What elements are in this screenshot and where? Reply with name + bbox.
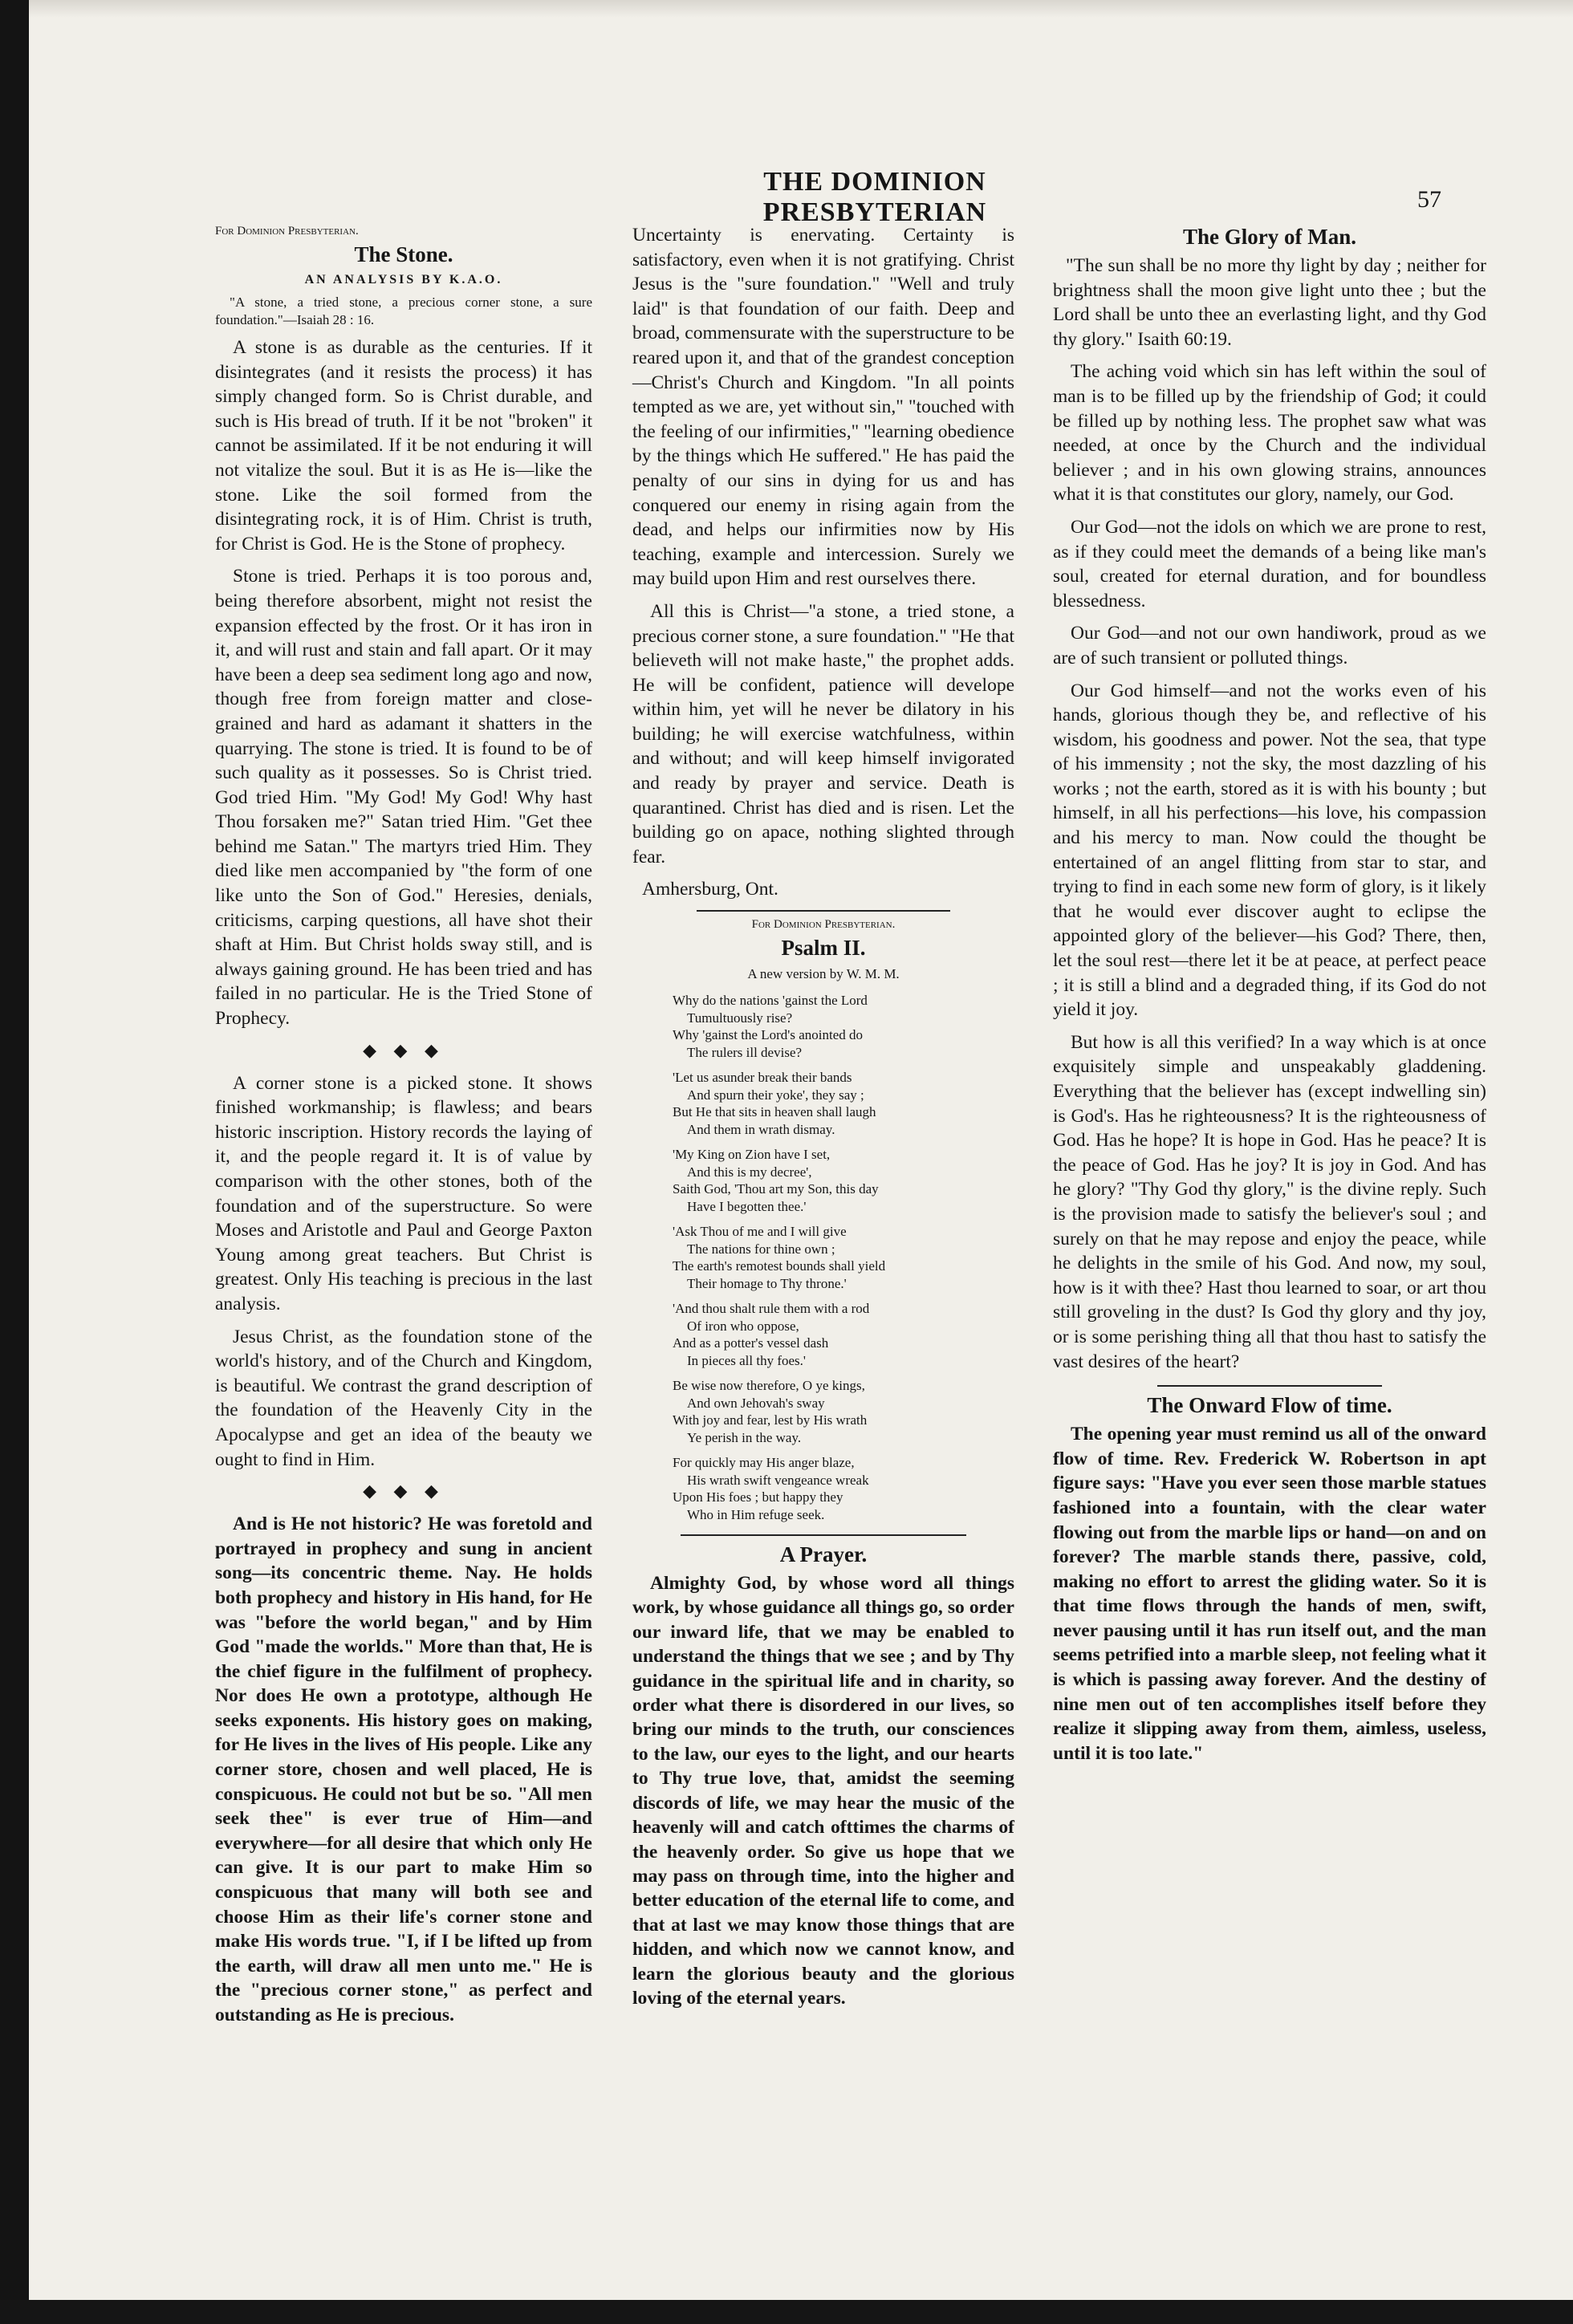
stone-epigraph: "A stone, a tried stone, a precious corner stone, a sure foundation."—Isaiah 28 : 16.: [215, 295, 592, 327]
page-number: 57: [1417, 186, 1441, 213]
psalm-line: 'And thou shalt rule them with a rod: [673, 1301, 870, 1317]
glory-paragraph: But how is all this verified? In a way which is at once exquisitely simple and unspeakably gladdening. Everything that the believer has (except indwelling sin) is God's. Has he righteousness? It is the righteousness of God. Has he hope? It is hope in God. Has he peace? It is the peace of God. Has he joy? It is joy in God. And has he glory? "Thy God thy glory," is the divine reply. Such is the provision made to satisfy the believer's soul ; and surely on that he may repose and enjoy the peace, while he delights in the smile of his God. And now, my soul, how is it with thee? Hast thou learned to soar, or art thou still groveling in the dust? Is God thy glory and thy joy, or is some perishing thing all that thou hast to satisfy the vast desires of the heart?: [1053, 1031, 1486, 1372]
stone-paragraph: Stone is tried. Perhaps it is too porous and, being therefore absorbent, might not resist the expansion effected by the frost. Or it has iron in it, and will rust and stain and fall apart. Or it may have been a deep sea sediment long ago and now, though free from foreign matter and close-grained and hard as adamant it shatters in the quarrying. The stone is tried. It is found to be of such quality as it possesses. So is Christ tried. God tried Him. "My God! My God! Why hast Thou forsaken me?" Satan tried Him. "Get thee behind me Satan." The martyrs tried Him. They died like men accompanied by "the form of one like unto the Son of God." Heresies, denials, criticisms, carping questions, all have shot their shaft at Him. But Christ holds sway still, and is always gaining ground. He has been tried and has failed in no particular. He is the Tried Stone of Prophecy.: [215, 566, 592, 1030]
stone-paragraph: A stone is as durable as the centuries. If it disintegrates (and it resists the process) it has simply changed form. So is Christ durable, and such is His bread of truth. If it be not "broken" it cannot be assimilated. If it be not enduring it will not vitalize the soul. But it is as He is—like the stone. Like the soil formed from the disintegrating rock, it is of Him. Christ is truth, for Christ is God. He is the Stone of prophecy.: [215, 337, 592, 555]
stone-byline: AN ANALYSIS BY K.A.O.: [304, 273, 503, 286]
psalm-line: The nations for thine own ;: [687, 1241, 835, 1257]
stone-credit: For Dominion Presbyterian.: [215, 225, 359, 238]
running-head: THE DOMINION PRESBYTERIAN: [762, 167, 987, 227]
column-2: [632, 223, 1014, 2018]
psalm-title: Psalm II.: [781, 936, 866, 961]
section-divider: ◆ ◆ ◆: [363, 1481, 445, 1501]
psalm-line: Upon His foes ; but happy they: [673, 1489, 843, 1505]
psalm-byline: A new version by W. M. M.: [747, 966, 900, 982]
stone-paragraph: And is He not historic? He was foretold and portrayed in prophecy and sung in ancient song—its concentric theme. Nay. He holds both prophecy and history in His hand, for He was "before the world began," and by Him God "made the worlds." More than that, He is the chief figure in the fulfilment of prophecy. Nor does He own a prototype, although He seeks exponents. His history goes on making, for He lives in the lives of His people. Like any corner store, chosen and well placed, He is conspicuous. He could not but be so. "All men seek thee" is ever true of Him—and everywhere—for all desire that which only He can give. It is our part to make Him so conspicuous that many will both see and choose Him as their life's corner stone and make His words true. "I, if I be lifted up from the earth, will draw all men unto me." He is the "precious corner stone," as perfect and outstanding as He is precious.: [215, 1513, 592, 2025]
psalm-line: With joy and fear, lest by His wrath: [673, 1412, 868, 1428]
psalm-line: 'Let us asunder break their bands: [673, 1070, 852, 1086]
psalm-line: 'My King on Zion have I set,: [673, 1147, 831, 1163]
psalm-line: Their homage to Thy throne.': [687, 1275, 847, 1291]
psalm-line: Why do the nations 'gainst the Lord: [673, 993, 868, 1009]
psalm-credit: For Dominion Presbyterian.: [751, 918, 896, 932]
prayer-body: [632, 1571, 1014, 2010]
scan-border-left: [0, 0, 29, 2324]
psalm-line: Have I begotten thee.': [687, 1198, 807, 1214]
psalm-line: His wrath swift vengeance wreak: [687, 1472, 869, 1488]
psalm-line: In pieces all thy foes.': [687, 1352, 806, 1368]
psalm-line: And own Jehovah's sway: [687, 1395, 825, 1411]
glory-paragraph: Our God himself—and not the works even of his hands, glorious though they be, and reflective of his wisdom, his goodness and power. Not the sea, that type of his immensity ; not the sky, the most dazzling of his works ; not the earth, stored as it is with his bounty ; but himself, in all his perfections—his love, his compassion and his mercy to man. Now could the thought be entertained of an angel flitting from star to star, and trying to find in each some new form of glory, is it likely that he would ever discover aught to eclipse the appointed glory of the believer—his God? There, then, let the soul rest—there let it be at peace, at perfect peace ; it is still a blind and a degraded thing, if its God do not yield it joy.: [1053, 680, 1486, 1021]
psalm-stanza: [673, 1069, 1014, 1138]
psalm-line: The rulers ill devise?: [687, 1044, 803, 1060]
psalm-stanza: [673, 1454, 1014, 1523]
glory-paragraph: "The sun shall be no more thy light by day ; neither for brightness shall the moon give light unto thee ; but the Lord shall be unto thee an everlasting light, and thy God thy glory." Isaith 60:19.: [1053, 255, 1486, 350]
psalm-stanzas: [632, 992, 1014, 1523]
onward-text: The opening year must remind us all of the onward flow of time. Rev. Frederick W. Robertson in apt figure says: "Have you ever seen those marble statues fashioned into a fountain, with the clear water flowing out from the marble lips or hand—on and on forever? The marble stands there, passive, cold, making no effort to arrest the gliding water. So it is that time flows through the hands of men, swift, never pausing until it has run itself out, and the man seems petrified into a marble sleep, not feeling what it is which is passing away forever. And the destiny of nine men out of ten accomplishes itself before they realize it slipping away from them, aimless, useless, until it is too late.": [1053, 1424, 1486, 1764]
psalm-line: Tumultuously rise?: [687, 1010, 793, 1026]
glory-title: The Glory of Man.: [1183, 225, 1356, 249]
psalm-stanza: [673, 1223, 1014, 1292]
section-rule: [681, 1534, 966, 1536]
psalm-stanza: [673, 1300, 1014, 1369]
onward-body: [1053, 1422, 1486, 1765]
psalm-line: 'Ask Thou of me and I will give: [673, 1224, 847, 1240]
onward-title: The Onward Flow of time.: [1147, 1393, 1392, 1418]
glory-paragraph: Our God—not the idols on which we are prone to rest, as if they could meet the demands of a being like man's soul, created for eternal duration, and for boundless blessedness.: [1053, 516, 1486, 611]
psalm-stanza: [673, 992, 1014, 1061]
psalm-stanza: [673, 1377, 1014, 1446]
stone-paragraph: Uncertainty is enervating. Certainty is satisfactory, even when it is not gratifying. Christ Jesus is the "sure foundation." "Well and truly laid" is that foundation of our faith. Deep and broad, commensurate with the superstructure to be reared upon it, and that of the grandest conception—Christ's Church and Kingdom. "In all points tempted as we are, yet without sin," "touched with the feeling of our infirmities," "learning obedience by the things which He suffered." He has paid the penalty of our sins in dying for us and has conquered our enemy in rising again from the dead, and helps our infirmities now by His teaching, example and intercession. Surely we may build upon Him and rest ourselves there.: [632, 225, 1014, 590]
stone-paragraph: All this is Christ—"a stone, a tried stone, a precious corner stone, a sure foundation." "He that believeth will not make haste," the prophet adds. He will be confident, patience will develope within him, yet will he never be dilatory in his building; he will exercise watchfulness, within and without; and will keep himself invigorated and ready by prayer and service. Death is quarantined. Christ has died and is risen. Let the building go on apace, nothing slighted through fear.: [632, 600, 1014, 867]
section-rule: [697, 910, 950, 912]
psalm-line: And as a potter's vessel dash: [673, 1335, 829, 1351]
glory-paragraph: The aching void which sin has left within the soul of man is to be filled up by the friendship of God; it could be filled up by nothing less. The prophet saw what was needed, at once by the Church and the individual believer ; and in his own glowing strains, announces what it is that constitutes our glory, namely, our God.: [1053, 361, 1486, 506]
psalm-line: And them in wrath dismay.: [687, 1121, 835, 1137]
prayer-text: Almighty God, by whose word all things work, by whose guidance all things go, so order our inward life, that we may be enabled to understand the things that we see ; and by Thy guidance in the spiritual life and in charity, so order what there is disordered in our lives, so bring our minds to the truth, our consciences to the law, our eyes to the light, and our hearts to Thy true love, that, amidst the seeming discords of life, we may hear the music of the heavenly will and catch ofttimes the charms of the heavenly order. So give us hope that we may pass on through time, into the higher and better education of the eternal life to come, and that at last we may know those things that are hidden, and which now we cannot know, and learn the glorious beauty and the glorious loving of the eternal years.: [632, 1573, 1014, 2009]
psalm-stanza: [673, 1146, 1014, 1215]
glory-paragraph: Our God—and not our own handiwork, proud as we are of such transient or polluted things.: [1053, 623, 1486, 668]
prayer-title: A Prayer.: [779, 1542, 868, 1567]
psalm-line: Saith God, 'Thou art my Son, this day: [673, 1181, 879, 1197]
psalm-line: Be wise now therefore, O ye kings,: [673, 1378, 865, 1394]
stone-title: The Stone.: [354, 242, 453, 266]
psalm-line: Why 'gainst the Lord's anointed do: [673, 1027, 863, 1043]
psalm-line: But He that sits in heaven shall laugh: [673, 1104, 876, 1120]
section-divider: ◆ ◆ ◆: [363, 1039, 445, 1060]
stone-paragraph: A corner stone is a picked stone. It shows finished workmanship; is flawless; and bears historic inscription. History records the laying of it, and the people regard it. It is of value by comparison with the other stones, both of the foundation and of the superstructure. So were Moses and Aristotle and Paul and George Paxton Young among great teachers. But Christ is greatest. Only His teaching is precious in the last analysis.: [215, 1072, 592, 1314]
psalm-line: For quickly may His anger blaze,: [673, 1455, 855, 1471]
scan-border-bottom: [0, 2300, 1573, 2324]
psalm-line: Ye perish in the way.: [687, 1429, 802, 1445]
column-1: [215, 223, 592, 2036]
stone-paragraph: Jesus Christ, as the foundation stone of the world's history, and of the Church and Kingdom, is beautiful. We contrast the grand description of the foundation of the Heavenly City in the Apocalypse and get an idea of the beauty we ought to find in Him.: [215, 1326, 592, 1470]
section-rule: [1157, 1385, 1382, 1387]
psalm-line: Of iron who oppose,: [687, 1318, 799, 1334]
column-3: [1053, 223, 1486, 1773]
psalm-line: Who in Him refuge seek.: [687, 1506, 825, 1522]
psalm-line: And this is my decree',: [687, 1164, 812, 1180]
psalm-line: And spurn their yoke', they say ;: [687, 1087, 864, 1103]
scan-border-top: [29, 0, 1573, 18]
stone-signoff: Amhersburg, Ont.: [642, 879, 778, 900]
psalm-line: The earth's remotest bounds shall yield: [673, 1258, 886, 1274]
